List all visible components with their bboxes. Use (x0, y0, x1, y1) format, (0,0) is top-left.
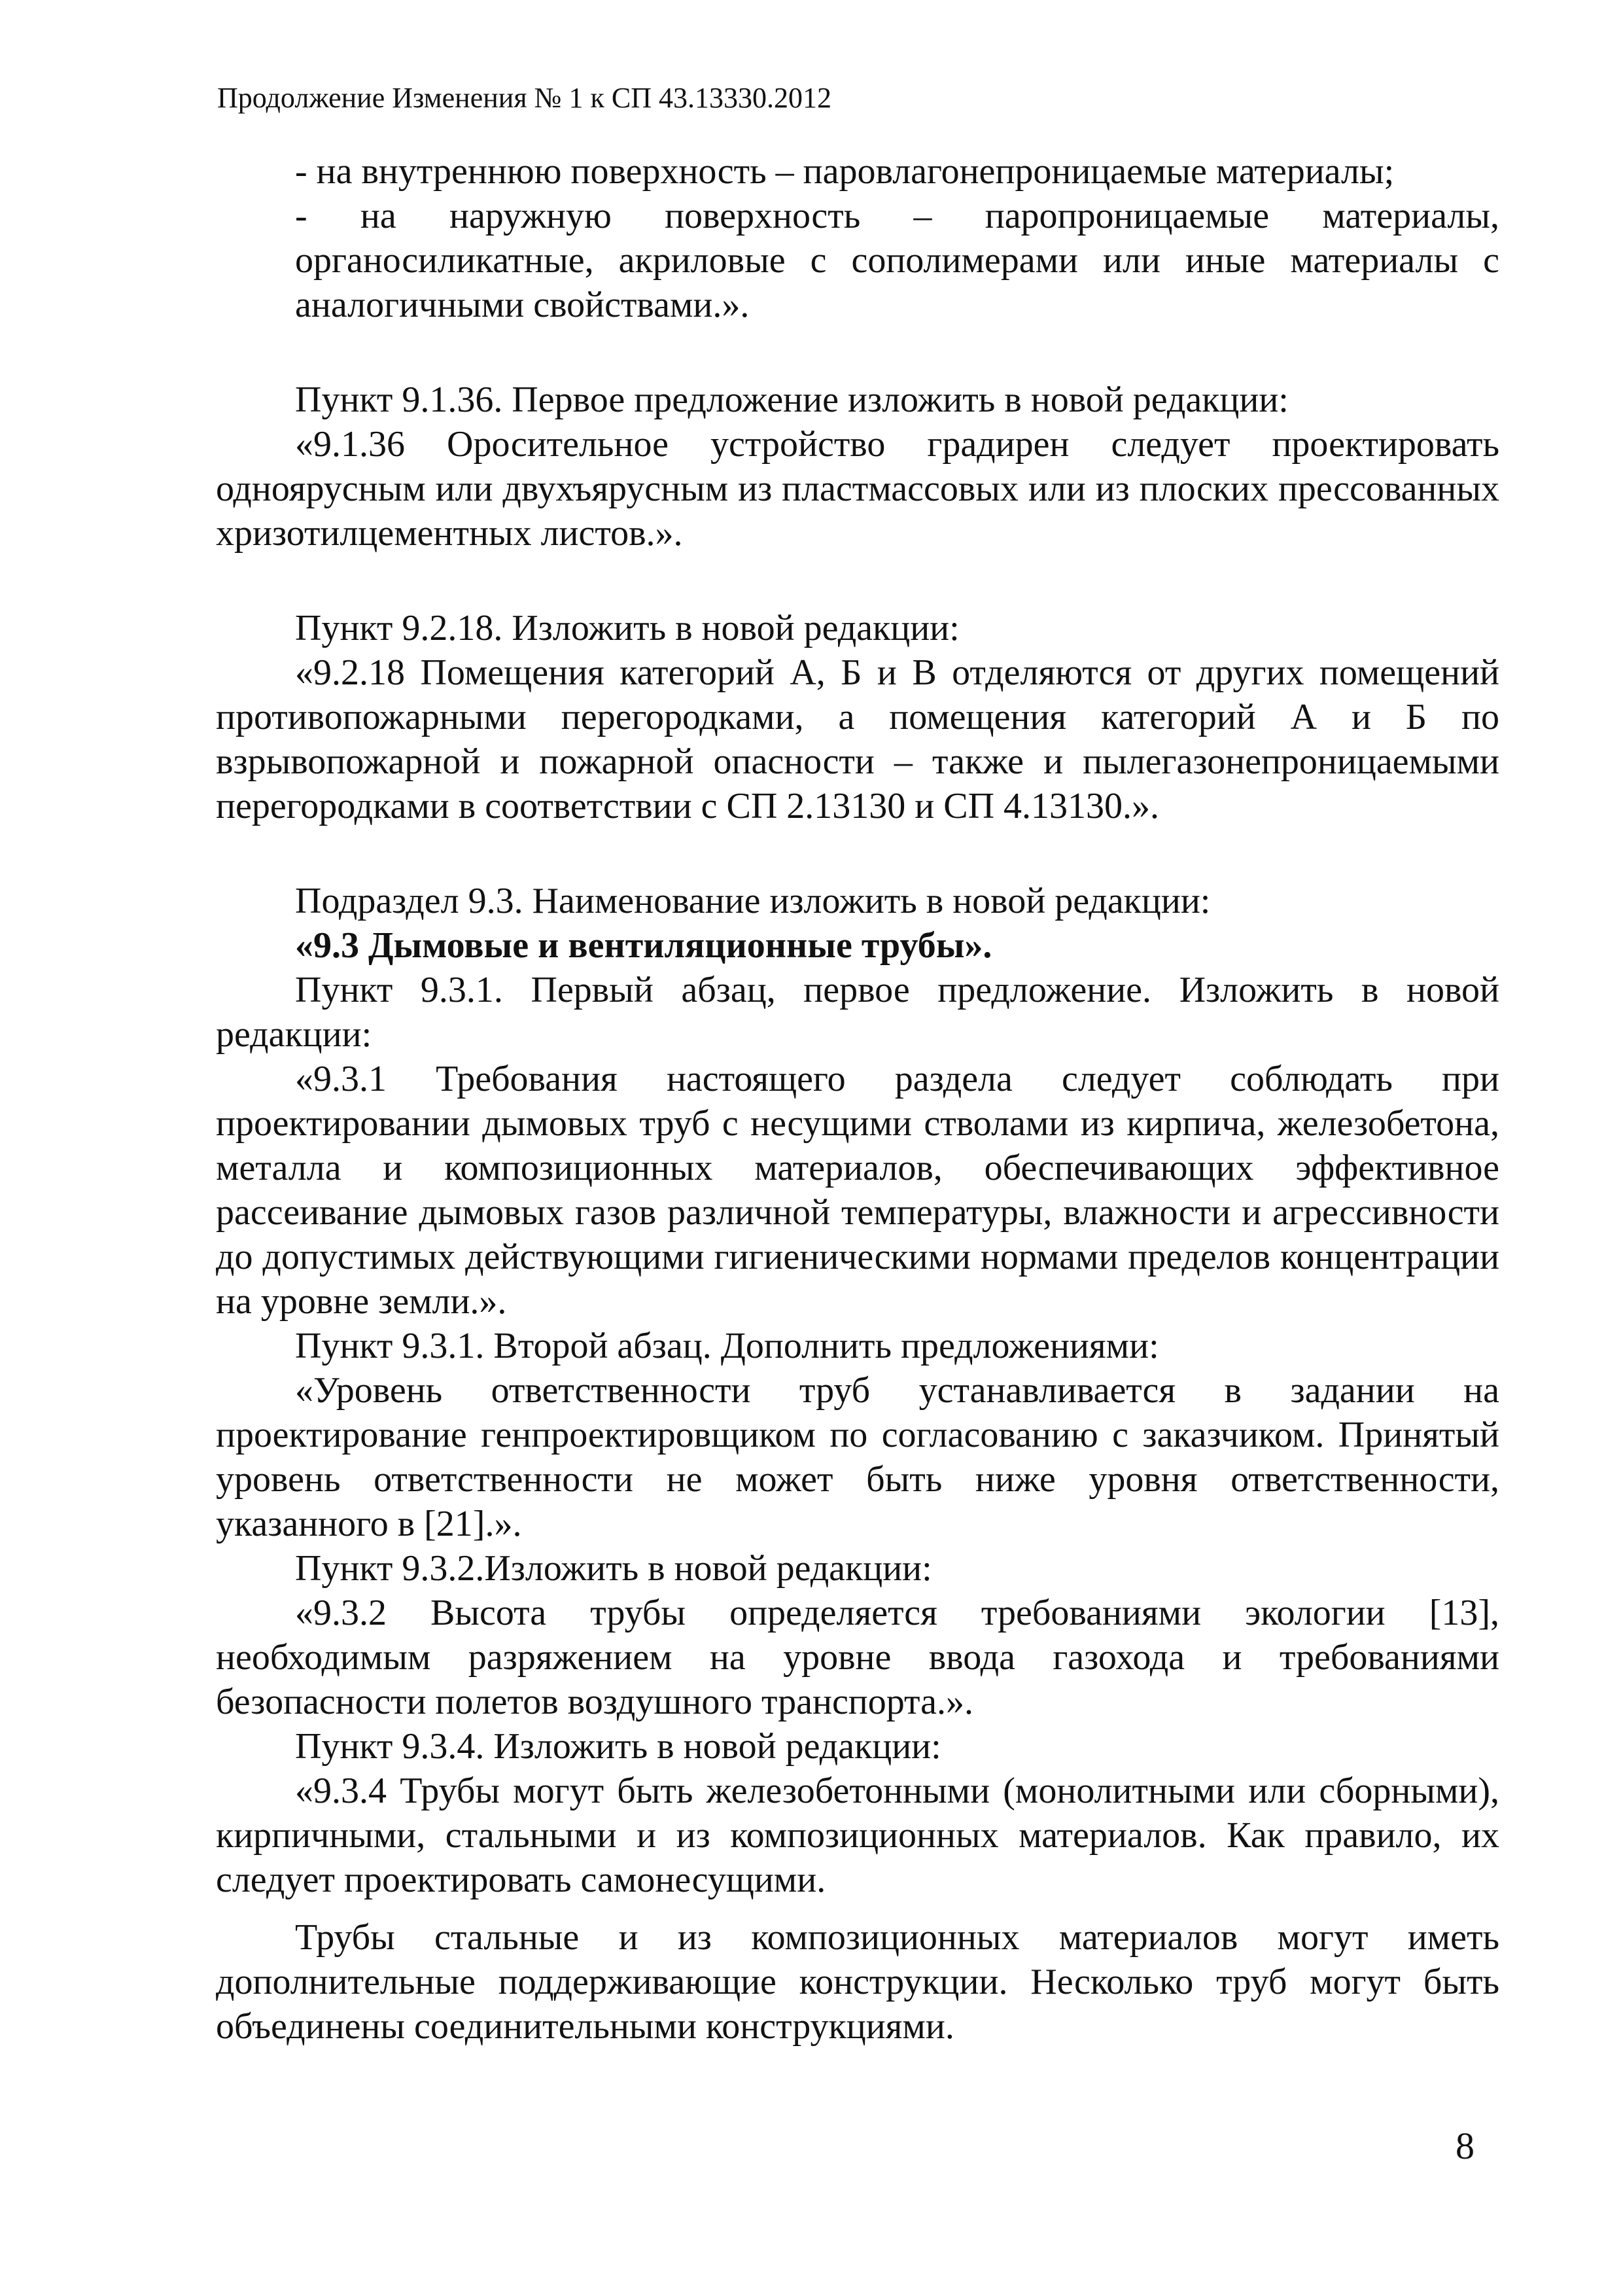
clause-text-9-3-1: «9.3.1 Требования настоящего раздела следует соблюдать при проектировании дымовых труб с несущими стволами из кирпича, железобетона, металла и композиционных материалов, обеспечивающих эффективное рассеивание дымовых газов различной температуры, влажности и агрессивности до допустимых действующими гигиеническими нормами пределов концентрации на уровне земли.». (216, 1059, 1499, 1322)
clause-text-9-3-4: «9.3.4 Трубы могут быть железобетонными (монолитными или сборными), кирпичными, стальными и из композиционных материалов. Как правило, их следует проектировать самонесущими. (216, 1771, 1499, 1900)
list-item-inner-surface: - на внутреннюю поверхность – паровлагонепроницаемые материалы; (295, 151, 1395, 192)
list-item-outer-surface: - на наружную поверхность – паропроницаемые материалы, органосиликатные, акриловые с сополимерами или иные материалы с аналогичными свойствами.». (295, 196, 1499, 325)
clause-text-9-3-1-second: «Уровень ответственности труб устанавливается в задании на проектирование генпроектировщиком по согласованию с заказчиком. Принятый уровень ответственности не может быть ниже уровня ответственности, указанного в [21].». (216, 1370, 1499, 1544)
clause-heading-9-3-4: Пункт 9.3.4. Изложить в новой редакции: (295, 1726, 941, 1767)
subsection-title-9-3: «9.3 Дымовые и вентиляционные трубы». (295, 925, 992, 966)
subsection-heading-9-3: Подраздел 9.3. Наименование изложить в новой редакции: (295, 881, 1211, 921)
page-number: 8 (1456, 2125, 1475, 2167)
clause-text-9-2-18: «9.2.18 Помещения категорий А, Б и В отделяются от других помещений противопожарными перегородками, а помещения категорий А и Б по взрывопожарной и пожарной опасности – также и пылегазонепроницаемыми перегородками в соответствии с СП 2.13130 и СП 4.13130.». (216, 652, 1499, 826)
clause-heading-9-1-36: Пункт 9.1.36. Первое предложение изложить в новой редакции: (295, 380, 1289, 420)
clause-text-9-3-4-continued: Трубы стальные и из композиционных материалов могут иметь дополнительные поддерживающие конструкции. Несколько труб могут быть объединены соединительными конструкциями. (216, 1917, 1499, 2047)
clause-heading-9-2-18: Пункт 9.2.18. Изложить в новой редакции: (295, 608, 960, 648)
running-header: Продолжение Изменения № 1 к СП 43.13330.2012 (217, 82, 832, 114)
document-body (216, 149, 1499, 2049)
clause-heading-9-3-1-second: Пункт 9.3.1. Второй абзац. Дополнить предложениями: (295, 1326, 1159, 1366)
clause-text-9-3-2: «9.3.2 Высота трубы определяется требованиями экологии [13], необходимым разряжением на уровне ввода газохода и требованиями безопасности полетов воздушного транспорта.». (216, 1593, 1499, 1722)
clause-heading-9-3-1: Пункт 9.3.1. Первый абзац, первое предложение. Изложить в новой редакции: (216, 970, 1499, 1055)
clause-text-9-1-36: «9.1.36 Оросительное устройство градирен следует проектировать одноярусным или двухъярусным из пластмассовых или из плоских прессованных хризотилцементных листов.». (216, 424, 1499, 554)
clause-heading-9-3-2: Пункт 9.3.2.Изложить в новой редакции: (295, 1548, 932, 1589)
